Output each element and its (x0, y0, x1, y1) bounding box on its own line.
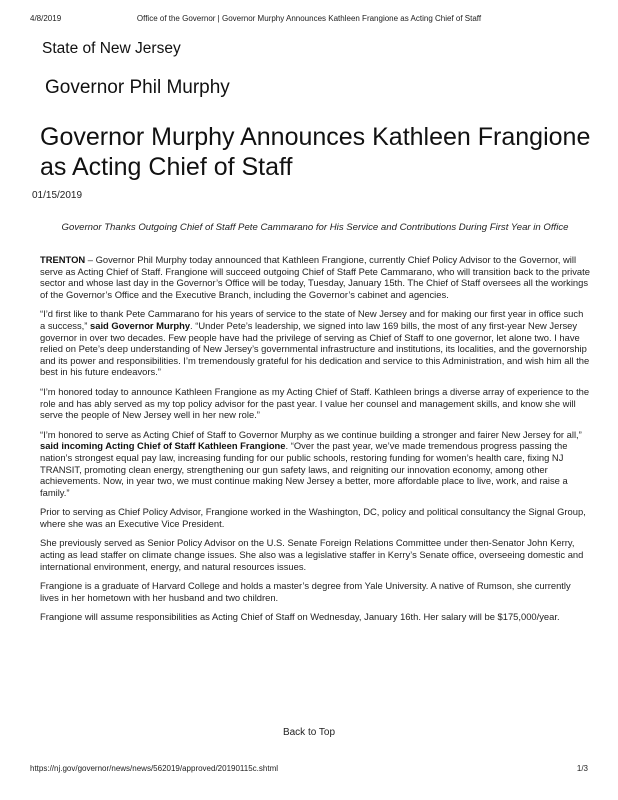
quote-attribution-frangione: said incoming Acting Chief of Staff Kathleen Frangione (40, 440, 286, 452)
paragraph-3: “I’m honored today to announce Kathleen Frangione as my Acting Chief of Staff. Kathleen brings a diverse array of experience to the role and has ably served as my top policy advisor for the past year. I value her counsel and management skills, and know she will serve the people of New Jersey well in her new role.” (40, 385, 590, 421)
paragraph-7: Frangione is a graduate of Harvard College and holds a master’s degree from Yale University. A native of Rumson, she currently lives in her hometown with her husband and two children. (40, 580, 571, 603)
paragraph-6: She previously served as Senior Policy Advisor on the U.S. Senate Foreign Relations Committee under then-Senator John Kerry, acting as lead staffer on climate change issues. She also was a legislative staffer in Kerry’s Senate office, overseeing domestic and international environment, energy, and natural resources issues. (40, 537, 584, 572)
paragraph-5: Prior to serving as Chief Policy Advisor, Frangione worked in the Washington, DC, policy and political consultancy the Signal Group, where she was an Executive Vice President. (40, 506, 586, 529)
back-to-top-link[interactable]: Back to Top (282, 727, 336, 738)
print-page-number: 1/3 (576, 764, 588, 773)
paragraph-8: Frangione will assume responsibilities as Acting Chief of Staff on Wednesday, January 16th. Her salary will be $175,000/year. (40, 611, 560, 623)
article-body (40, 254, 590, 631)
dateline: TRENTON (40, 254, 86, 265)
paragraph-1: TRENTON – Governor Phil Murphy today announced that Kathleen Frangione, currently Chief Policy Advisor to the Governor, will serve as Acting Chief of Staff. Frangione will succeed outgoing Chief of Staff Pete Cammarano, who will transition back to the private sector and whose last day in the Governor’s Office will be today, Tuesday, January 15th. The Chief of Staff oversees all the workings of the Governor’s Office and the Executive Branch, including the Governor’s cabinet and agencies. (40, 254, 590, 300)
site-state-name[interactable]: State of New Jersey (42, 40, 181, 57)
print-header (30, 14, 588, 26)
quote-attribution-governor: said Governor Murphy (90, 319, 191, 331)
article-headline: Governor Murphy Announces Kathleen Frangione as Acting Chief of Staff (40, 123, 591, 181)
paragraph-2: “I’d first like to thank Pete Cammarano for his years of service to the state of New Jersey and for making our first year in office such a success,” said Governor Murphy. “Under Pete’s leadership, we signed into law 169 bills, the most of any first-year New Jersey governor in over two decades. Few people have had the privilege of serving as Chief of Staff to one governor, let alone two. I have relied on Pete’s deep understanding of New Jersey’s governmental infrastructure and institutions, its localities, and the governorship and its power and responsibilities. I’m tremendously grateful for his dedication and service to this Administration, and wish him all the best in his future endeavors.” (40, 308, 590, 378)
article-subtitle: Governor Thanks Outgoing Chief of Staff Pete Cammarano for His Service and Contributions During First Year in Office (61, 222, 569, 233)
site-governor-name[interactable]: Governor Phil Murphy (45, 77, 230, 98)
print-url: https://nj.gov/governor/news/news/562019/approved/20190115c.shtml (30, 764, 279, 773)
print-date: 4/8/2019 (30, 14, 62, 23)
print-footer (30, 764, 588, 776)
print-page-title: Office of the Governor | Governor Murphy Announces Kathleen Frangione as Acting Chief of Staff (136, 14, 482, 23)
paragraph-4: “I’m honored to serve as Acting Chief of Staff to Governor Murphy as we continue building a stronger and fairer New Jersey for all,” said incoming Acting Chief of Staff Kathleen Frangione. “Over the past year, we’ve made tremendous progress passing the nation’s strongest equal pay law, increasing funding for our public schools, restoring funding for women’s health care, fixing NJ TRANSIT, promoting clean energy, strengthening our gun safety laws, and reigniting our innovation economy, among other achievements. Now, in year two, we must continue making New Jersey a better, more affordable place to live, work, and raise a family.” (40, 428, 582, 498)
article-date: 01/15/2019 (32, 190, 83, 201)
